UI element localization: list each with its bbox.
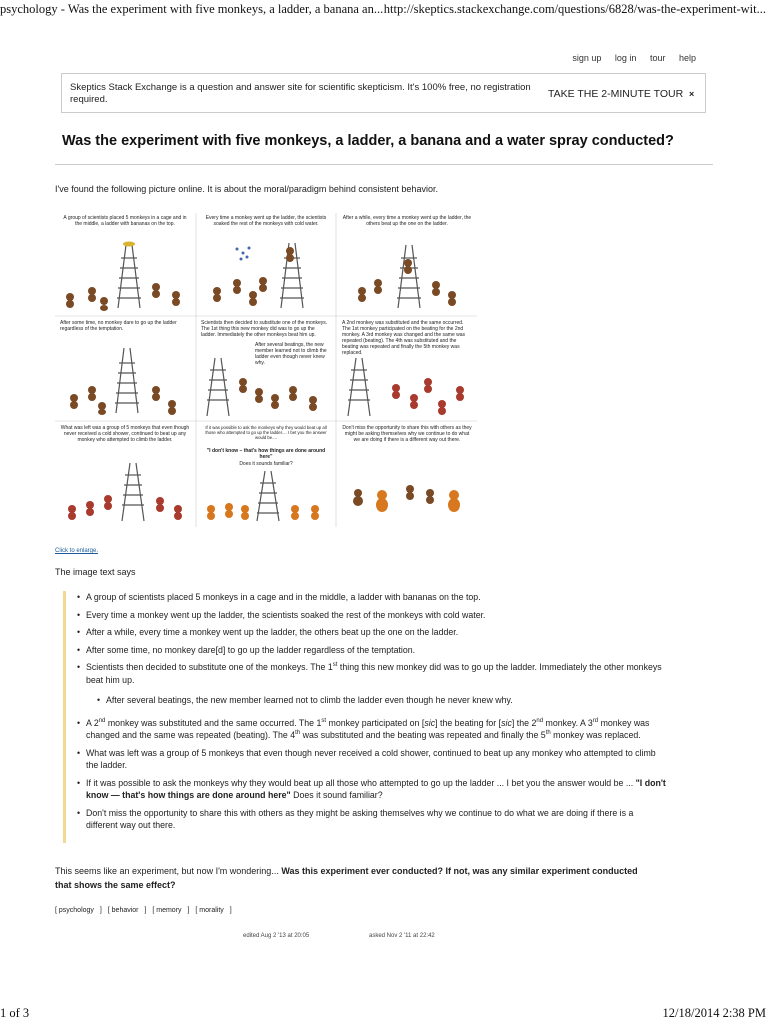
take-tour-button[interactable]: TAKE THE 2-MINUTE TOUR: [548, 88, 684, 100]
tag-list: [55, 905, 236, 917]
comic-panel-4: [56, 318, 194, 419]
banner-text: Skeptics Stack Exchange is a question and answer site for scientific skepticism. It's 100% free, no registration required.: [70, 82, 531, 105]
panel-3-art: [338, 213, 476, 314]
welcome-banner: [61, 73, 706, 113]
panel-7-art: [56, 423, 194, 524]
print-header: [0, 2, 768, 18]
panel-5-art: [197, 318, 335, 419]
panel-9-caption: Don't miss the opportunity to share this with others as they might be asking themselves why we continue to do what we are doing if there is a different way out there.: [342, 425, 472, 443]
panel-1-art: [56, 213, 194, 314]
panel-2-caption: Every time a monkey went up the ladder, the scientists soaked the rest of the monkeys with cold water.: [205, 215, 327, 227]
print-page-title: psychology - Was the experiment with five monkeys, a ladder, a banana an...: [0, 2, 384, 16]
print-page-url: http://skeptics.stackexchange.com/questions/6828/was-the-experiment-wit...: [383, 2, 766, 16]
comic-panel-3: [338, 213, 476, 314]
top-nav: [561, 53, 696, 63]
list-item: • Scientists then decided to substitute one of the monkeys. The 1st thing this new monkey did was to go up the ladder. Immediately the other monkeys beat him up.: [66, 661, 666, 686]
comic-panel-7: [56, 423, 194, 524]
login-link[interactable]: log in: [614, 53, 637, 63]
panel-3-caption: After a while, every time a monkey went up the ladder, the others beat up the one on the ladder.: [342, 215, 472, 227]
panel-7-caption: What was left was a group of 5 monkeys that even though never received a cold shower, continued to beat up any monkey who attempted to climb the ladder.: [60, 425, 190, 443]
comic-panel-1: [56, 213, 194, 314]
panel-8-art: [197, 423, 335, 524]
list-item: • Don't miss the opportunity to share this with others as they might be asking themselves why we continue to do what we are doing if there is a different way out there.: [66, 807, 666, 832]
question-closing: This seems like an experiment, but now I'm wondering... Was this experiment ever conducted? If not, was any similar experiment conducted that shows the same effect?: [55, 866, 638, 890]
blockquote: [63, 591, 666, 843]
panel-4-caption: After some time, no monkey dare to go up the ladder regardless of the temptation.: [60, 320, 177, 332]
list-item: • After some time, no monkey dare[d] to go up the ladder regardless of the temptation.: [66, 644, 666, 657]
comic-image[interactable]: [55, 213, 477, 527]
help-link[interactable]: help: [678, 53, 696, 63]
comic-panel-8: [197, 423, 335, 524]
asked-timestamp: asked Nov 2 '11 at 22:42: [369, 933, 435, 939]
list-item: • If it was possible to ask the monkeys why they would beat up all those who attempted to go up the ladder ... I bet you the answer would be ... "I don't know — that's how things are done around here" Does it sound familiar?: [66, 777, 666, 802]
edited-timestamp[interactable]: edited Aug 2 '13 at 20:05: [243, 933, 310, 939]
comic-panel-6: [338, 318, 476, 419]
print-footer: [0, 1006, 768, 1024]
list-item: • Every time a monkey went up the ladder, the scientists soaked the rest of the monkeys with cold water.: [66, 609, 666, 622]
panel-2-art: [197, 213, 335, 314]
tour-link[interactable]: tour: [649, 53, 666, 63]
tag-behavior[interactable]: [ behavior ]: [107, 907, 147, 914]
close-icon[interactable]: ×: [689, 89, 695, 99]
panel-5-caption-b: After several beatings, the new member learned not to climb the ladder even though never knew why.: [255, 342, 327, 366]
signup-link[interactable]: sign up: [572, 53, 602, 63]
panel-8-quote: "I don't know – that's how things are done around here": [206, 448, 326, 460]
list-item: • What was left was a group of 5 monkeys that even though never received a cold shower, continued to beat up any monkey who attempted to climb the ladder.: [66, 747, 666, 772]
list-item: • A 2nd monkey was substituted and the same occurred. The 1st monkey participated on [sic] the beating for [sic] the 2nd monkey. A 3rd monkey was changed and the same was repeated (beating). The 4th was substituted and the beating was repeated and finally the 5th monkey was replaced.: [66, 717, 666, 742]
panel-8-question: Does it sounds familiar?: [239, 461, 293, 467]
panel-6-caption: A 2nd monkey was substituted and the same occurred. The 1st monkey participated on the beating for the 2nd monkey. A 3rd monkey was changed and the same was repeated (beating). The 4th was substituted and the beating was repeated and finally the 5th monkey was replaced.: [342, 320, 466, 356]
print-datetime: 12/18/2014 2:38 PM: [662, 1006, 766, 1020]
panel-5-caption: Scientists then decided to substitute one of the monkeys. The 1st thing this new monkey did was to go up the ladder. Immediately the other monkeys beat him up.: [201, 320, 328, 338]
question-title[interactable]: Was the experiment with five monkeys, a ladder, a banana and a water spray conducted?: [62, 133, 674, 149]
tag-morality[interactable]: [ morality ]: [195, 907, 232, 914]
list-item: • After several beatings, the new member learned not to climb the ladder even though he never knew why.: [66, 694, 666, 707]
tag-psychology[interactable]: [ psychology ]: [55, 907, 102, 914]
image-text-intro: The image text says: [55, 567, 136, 577]
question-intro: I've found the following picture online. It is about the moral/paradigm behind consistent behavior.: [55, 184, 438, 194]
list-item: • A group of scientists placed 5 monkeys in a cage and in the middle, a ladder with bananas on the top.: [66, 591, 666, 604]
comic-panel-5: [197, 318, 335, 419]
list-item: • After a while, every time a monkey went up the ladder, the others beat up the one on the ladder.: [66, 626, 666, 639]
panel-4-art: [56, 318, 194, 419]
panel-6-art: [338, 318, 476, 419]
panel-8-caption: If it was possible to ask the monkeys why they would beat up all those who attempted to go up the ladder.... I bet you the answer would be....: [205, 425, 327, 440]
tag-memory[interactable]: [ memory ]: [152, 907, 190, 914]
panel-1-caption: A group of scientists placed 5 monkeys in a cage and in the middle, a ladder with bananas on the top.: [63, 215, 187, 227]
click-to-enlarge-link[interactable]: Click to enlarge.: [55, 548, 99, 554]
comic-panel-9: [338, 423, 476, 524]
comic-panel-2: [197, 213, 335, 314]
divider: [55, 164, 713, 165]
panel-9-art: [338, 423, 476, 524]
print-page-number: 1 of 3: [0, 1006, 30, 1020]
